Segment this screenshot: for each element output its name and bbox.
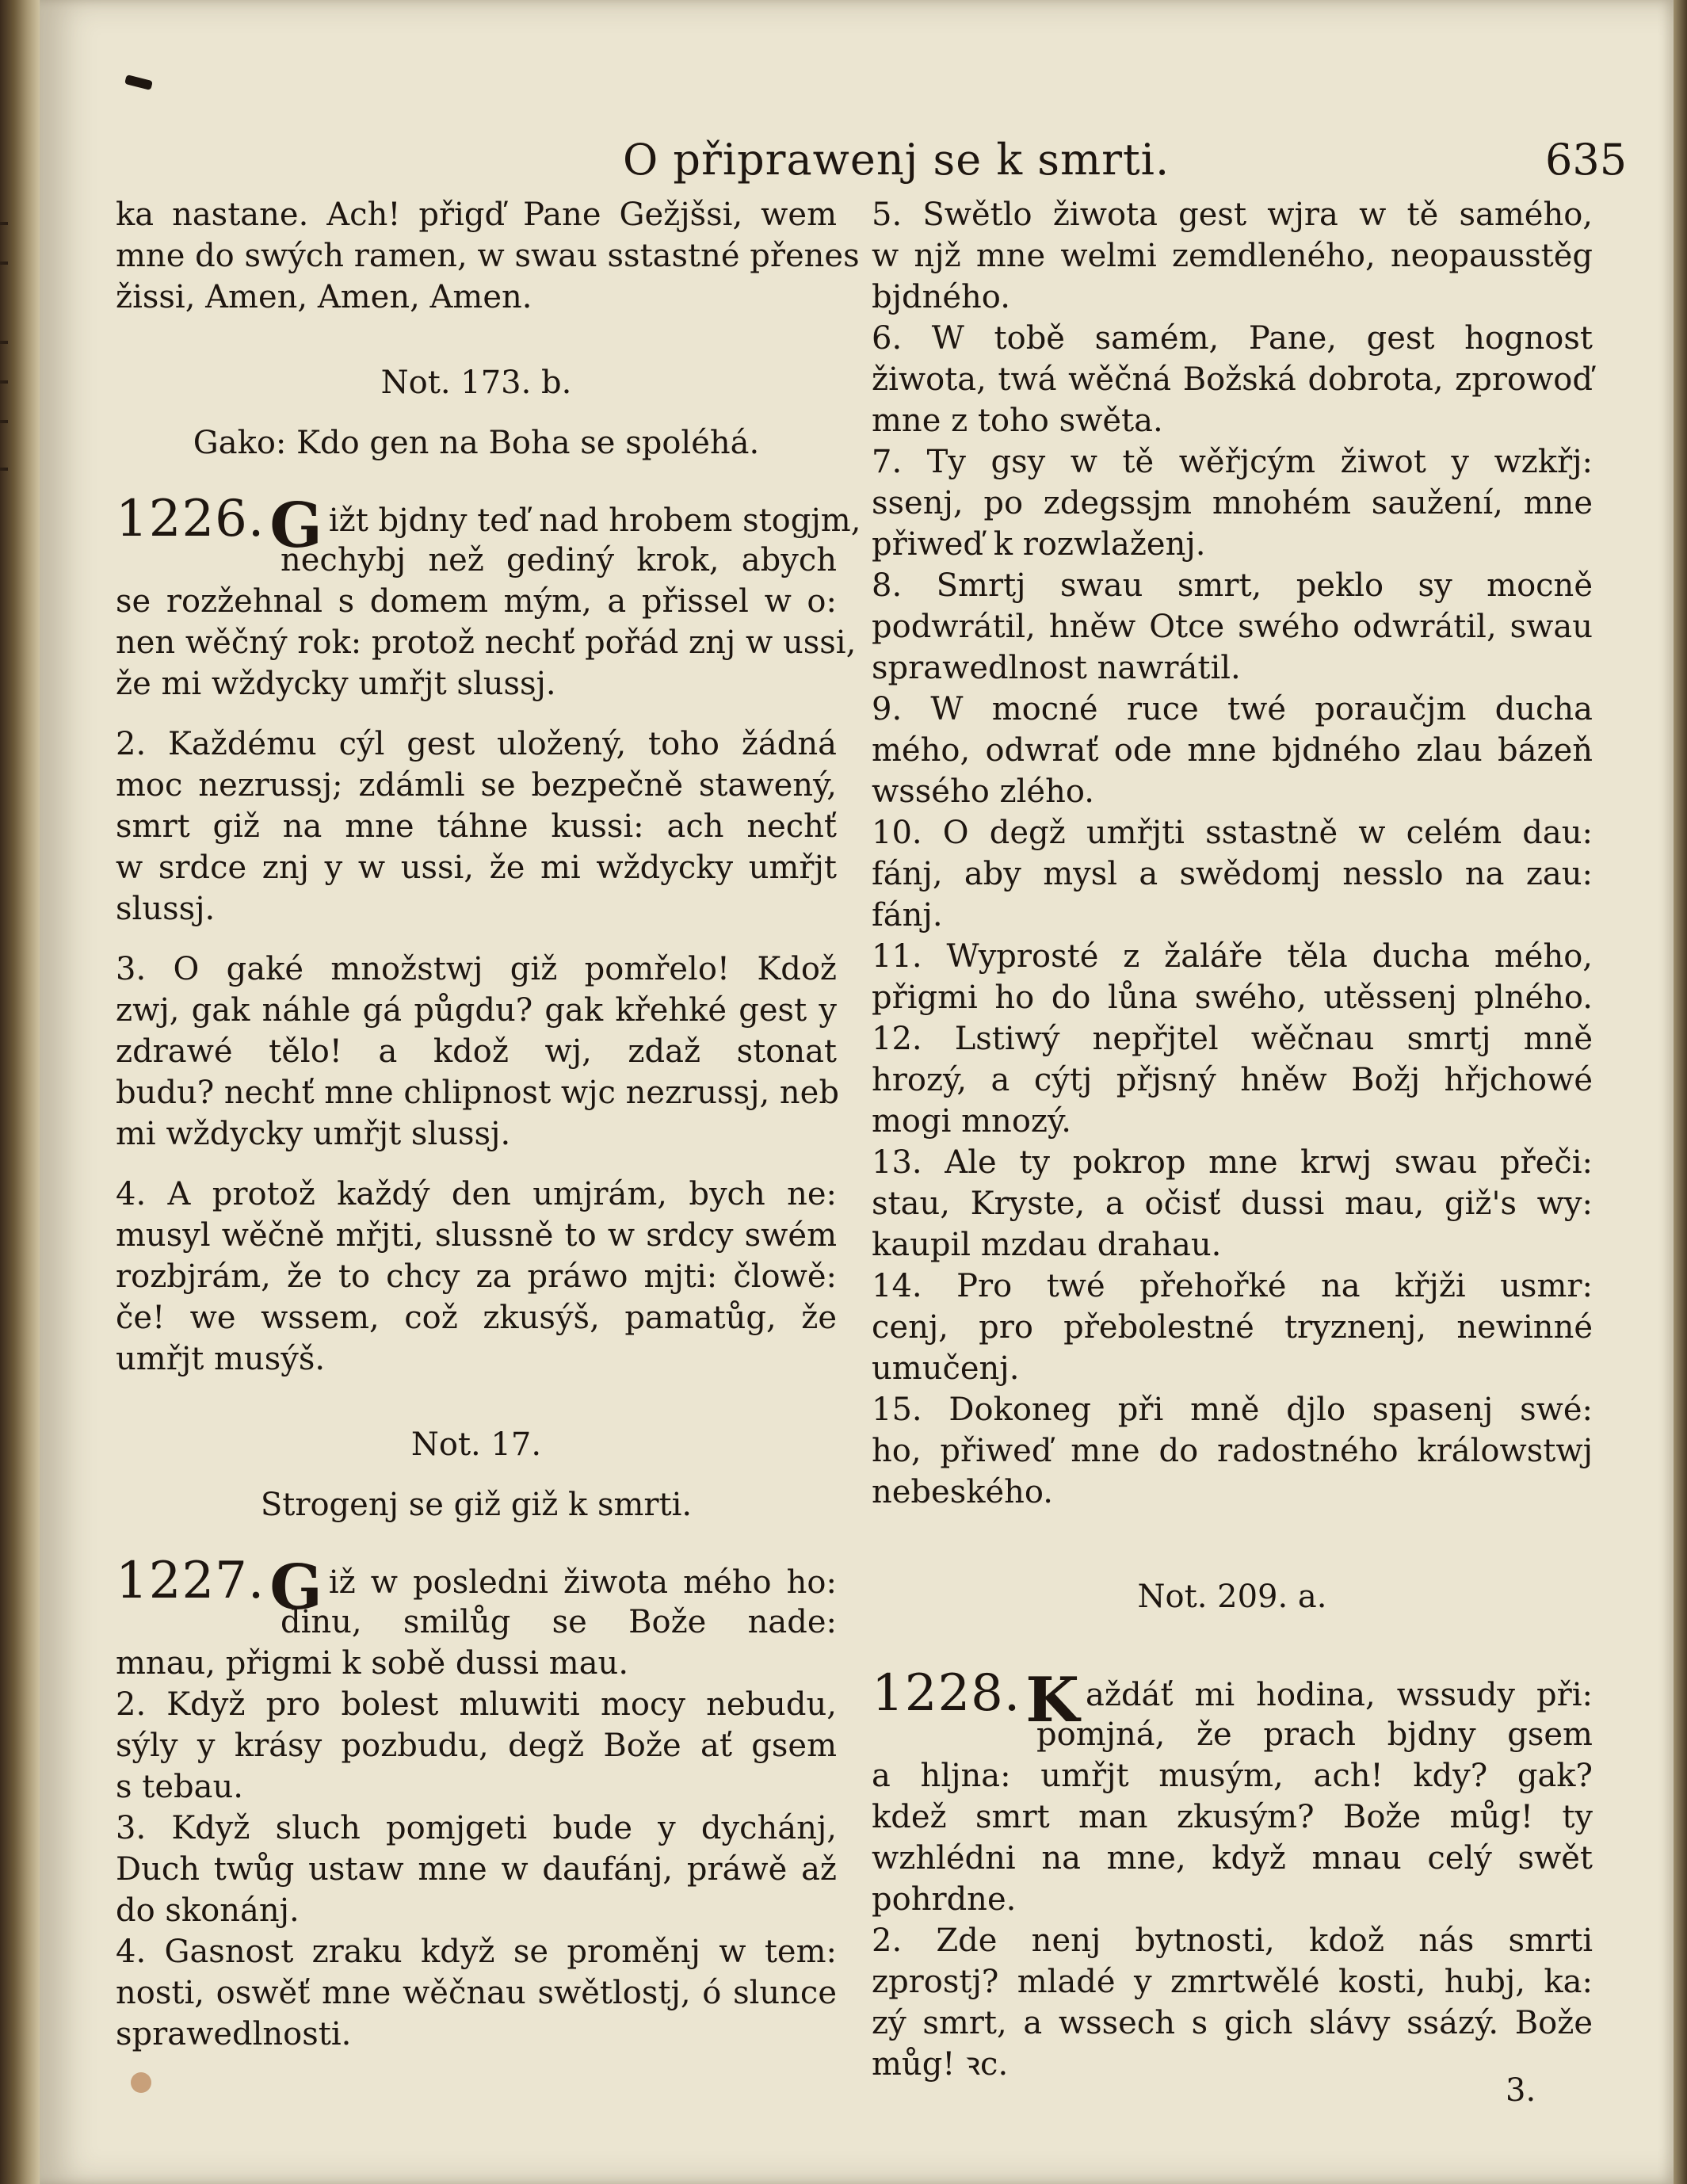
verse-line: mého, odwrať ode mne bjdného zlau bázeň [872,732,1593,769]
verse-line: w srdce znj y w ussi, že mi wždycky umřjt [116,850,837,886]
verse-line: do skonánj. [116,1892,300,1929]
verse-line: nosti, oswěť mne wěčnau swětlostj, ó slunce [116,1975,837,2011]
verse-line: 13. Ale ty pokrop mne krwj swau přeči: [872,1144,1593,1181]
text-line: dinu, smilůg se Bože nade: [281,1604,837,1640]
page-number: 635 [1545,135,1628,185]
verse-line: smrt giž na mne táhne kussi: ach nechť [116,808,837,845]
catchword: 3. [1506,2072,1536,2109]
verse-line: musyl wěčně mřjti, slussně to w srdcy swém [116,1217,837,1254]
verse-line: žiwota, twá wěčná Božská dobrota, zprowoď [872,361,1593,398]
text-line: ka nastane. Ach! přigď Pane Gežjšsi, wem [116,197,837,233]
text-line: pohrdne. [872,1881,1017,1918]
drop-cap: G [269,1552,323,1624]
melody-note: Not. 17. [410,1426,542,1463]
text-line: iž w posledni žiwota mého ho: [328,1564,837,1601]
verse-line: přiweď k rozwlaženj. [872,526,1206,563]
verse-line: mne z toho swěta. [872,403,1163,439]
verse-line: hrozý, a cýtj přjsný hněw Božj hřjchowé [872,1062,1593,1098]
text-line: mne do swých ramen, w swau sstastné přenes [116,238,860,274]
verse-line: mi wždycky umřjt slussj. [116,1116,511,1152]
hymn-number: 1226. [116,490,265,548]
verse-line: ssenj, po zdegssjm mnohém saužení, mne [872,485,1593,521]
book-binding [0,0,40,2184]
verse-line: wssého zlého. [872,773,1094,810]
melody-gako: Gako: Kdo gen na Boha se spoléhá. [193,425,760,461]
verse-line: přigmi ho do lůna swého, utěssenj plného. [872,979,1593,1016]
verse-line: 8. Smrtj swau smrt, peklo sy mocně [872,567,1593,604]
verse-line: slussj. [116,891,216,927]
ink-mark [124,74,153,90]
verse-line: budu? nechť mne chlipnost wjc nezrussj, neb [116,1075,839,1111]
text-line: že mi wždycky umřjt slussj. [116,666,556,702]
verse-line: 3. Když sluch pomjgeti bude y dychánj, [116,1810,837,1846]
verse-line: 14. Pro twé přehořké na křjži usmr: [872,1268,1593,1304]
verse-line: 2. Každému cýl gest uložený, toho žádná [116,726,837,762]
drop-cap: K [1025,1664,1080,1736]
left-column [116,194,861,2055]
text-line: nechybj než gediný krok, abych [281,542,837,578]
verse-line: če! we wssem, což zkusýš, pamatůg, že [116,1300,837,1336]
verse-line: umučenj. [872,1350,1020,1387]
verse-line: 7. Ty gsy w tě wěřjcým žiwot y wzkřj: [872,444,1593,480]
verse-line: 3. O gaké množstwj giž pomřelo! Kdož [116,951,837,987]
verse-line: sprawedlnosti. [116,2016,352,2052]
right-column [872,194,1593,2085]
paper-stain [131,2072,151,2093]
running-header: O připrawenj se k smrti. [623,135,1170,185]
verse-line: moc nezrussj; zdámli se bezpečně stawený, [116,767,837,804]
verse-line: stau, Kryste, a očisť dussi mau, giž's wy: [872,1186,1593,1222]
verse-line: sprawedlnost nawrátil. [872,650,1241,686]
verse-line: w njž mne welmi zemdleného, neopausstěg [872,238,1593,274]
verse-line: zý smrt, a wssech s gich slávy ssázý. Bože [872,2005,1593,2041]
verse-line: 2. Zde nenj bytnosti, kdož nás smrti [872,1922,1593,1959]
hymn-number: 1228. [872,1664,1021,1723]
verse-line: podwrátil, hněw Otce swého odwrátil, swau [872,609,1593,645]
verse-line: nebeského. [872,1474,1054,1510]
verse-line: fánj, aby mysl a swědomj nesslo na zau: [872,856,1593,892]
hymn-number: 1227. [116,1552,265,1610]
text-line: pomjná, že prach bjdny gsem [1036,1716,1593,1753]
verse-line: můg! ꝛc. [872,2046,1009,2083]
verse-line: Duch twůg ustaw mne w daufánj, práwě až [116,1851,837,1888]
verse-line: zwj, gak náhle gá půgdu? gak křehké gest y [116,992,837,1029]
verse-line: s tebau. [116,1769,243,1805]
melody-note: Not. 173. b. [380,365,572,401]
text-line: wzhlédni na mne, když mnau celý swět [872,1840,1593,1877]
verse-line: bjdného. [872,279,1010,315]
verse-line: umřjt musýš. [116,1341,326,1377]
text-line: nen wěčný rok: protož nechť pořád znj w ussi, [116,624,857,661]
verse-line: cenj, pro přebolestné tryznenj, newinné [872,1309,1593,1346]
page-edge [1674,0,1687,2184]
melody-note: Not. 209. a. [1137,1579,1327,1615]
text-line: mnau, přigmi k sobě dussi mau. [116,1645,629,1682]
verse-line: 4. Gasnost zraku když se proměnj w tem: [116,1934,837,1970]
verse-line: 4. A protož každý den umjrám, bych ne: [116,1176,837,1212]
verse-line: rozbjrám, že to chcy za práwo mjti: člowě: [116,1258,837,1295]
text-line: aždáť mi hodina, wssudy při: [1086,1677,1593,1713]
drop-cap: G [269,490,323,562]
melody-gako: Strogenj se giž giž k smrti. [260,1487,693,1523]
verse-line: zprostj? mladé y zmrtwělé kosti, hubj, ka: [872,1964,1593,2000]
verse-line: 12. Lstiwý nepřjtel wěčnau smrtj mně [872,1021,1593,1057]
verse-line: 2. Když pro bolest mluwiti mocy nebudu, [116,1686,837,1723]
verse-line: 15. Dokoneg při mně djlo spasenj swé: [872,1392,1593,1428]
verse-line: sýly y krásy pozbudu, degž Bože ať gsem [116,1728,837,1764]
verse-line: zdrawé tělo! a kdož wj, zdaž stonat [116,1033,837,1070]
verse-line: mogi mnozý. [872,1103,1071,1140]
verse-line: 10. O degž umřjti sstastně w celém dau: [872,815,1593,851]
verse-line: kaupil mzdau drahau. [872,1227,1222,1263]
verse-line: 5. Swětlo žiwota gest wjra w tě samého, [872,197,1593,233]
verse-line: 6. W tobě samém, Pane, gest hognost [872,320,1593,357]
text-line: se rozžehnal s domem mým, a přissel w o: [116,583,837,620]
verse-line: fánj. [872,897,943,934]
text-line: žissi, Amen, Amen, Amen. [116,279,532,315]
book-page [40,0,1674,2184]
verse-line: ho, přiweď mne do radostného králowstwj [872,1433,1593,1469]
text-line: kdež smrt man zkusým? Bože můg! ty [872,1799,1593,1835]
text-line: ižt bjdny teď nad hrobem stogjm, [328,502,861,539]
text-line: a hljna: umřjt musým, ach! kdy? gak? [872,1758,1593,1794]
verse-line: 9. W mocné ruce twé poraučjm ducha [872,691,1593,727]
verse-line: 11. Wyprosté z žaláře těla ducha mého, [872,938,1593,975]
